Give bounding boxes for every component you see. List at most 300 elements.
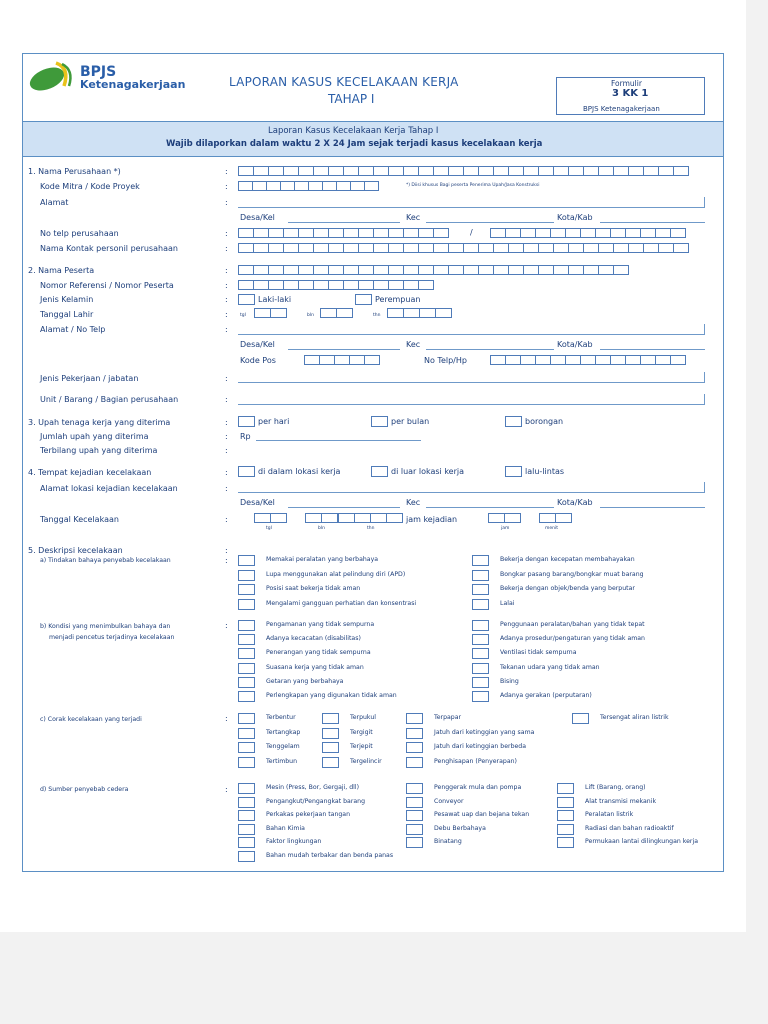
- input-cell[interactable]: [298, 265, 314, 275]
- input-cell[interactable]: [538, 166, 554, 176]
- input-cell[interactable]: [583, 243, 599, 253]
- input-cell[interactable]: [253, 280, 269, 290]
- input-cell[interactable]: [508, 243, 524, 253]
- input-cell[interactable]: [253, 228, 269, 238]
- alamat-peserta-input[interactable]: [238, 334, 705, 335]
- input-cell[interactable]: [283, 228, 299, 238]
- per-hari-checkbox[interactable]: [238, 416, 255, 427]
- input-cell[interactable]: [313, 265, 329, 275]
- input-cell[interactable]: [568, 265, 584, 275]
- perempuan-checkbox[interactable]: [355, 294, 372, 305]
- input-cell[interactable]: [658, 243, 674, 253]
- input-cell[interactable]: [266, 181, 281, 191]
- option-checkbox[interactable]: [557, 797, 574, 808]
- input-cell[interactable]: [610, 355, 626, 365]
- input-cell[interactable]: [254, 513, 271, 523]
- option-checkbox[interactable]: [238, 824, 255, 835]
- input-cell[interactable]: [435, 308, 452, 318]
- option-checkbox[interactable]: [238, 555, 255, 566]
- desa-lokasi-input[interactable]: [288, 507, 400, 508]
- nama-peserta-input[interactable]: [238, 265, 628, 275]
- option-checkbox[interactable]: [238, 757, 255, 768]
- input-cell[interactable]: [354, 513, 371, 523]
- option-checkbox[interactable]: [238, 742, 255, 753]
- option-checkbox[interactable]: [238, 663, 255, 674]
- input-cell[interactable]: [539, 513, 556, 523]
- input-cell[interactable]: [313, 228, 329, 238]
- option-checkbox[interactable]: [472, 555, 489, 566]
- nomor-peserta-input[interactable]: [238, 280, 433, 290]
- lalu-lintas-checkbox[interactable]: [505, 466, 522, 477]
- input-cell[interactable]: [370, 513, 387, 523]
- input-cell[interactable]: [568, 243, 584, 253]
- input-cell[interactable]: [655, 355, 671, 365]
- option-checkbox[interactable]: [557, 837, 574, 848]
- menit-input[interactable]: [539, 513, 571, 523]
- input-cell[interactable]: [252, 181, 267, 191]
- input-cell[interactable]: [254, 308, 271, 318]
- input-cell[interactable]: [550, 355, 566, 365]
- dalam-lokasi-checkbox[interactable]: [238, 466, 255, 477]
- option-label: Tekanan udara yang tidak aman: [500, 663, 600, 671]
- input-cell[interactable]: [308, 181, 323, 191]
- kota-peserta-input[interactable]: [600, 349, 705, 350]
- input-cell[interactable]: [403, 265, 419, 275]
- input-cell[interactable]: [321, 513, 338, 523]
- option-checkbox[interactable]: [238, 851, 255, 862]
- input-cell[interactable]: [238, 280, 254, 290]
- input-cell[interactable]: [433, 243, 449, 253]
- formulir-label: Formulir: [611, 79, 642, 88]
- input-cell[interactable]: [328, 243, 344, 253]
- input-cell[interactable]: [388, 166, 404, 176]
- input-cell[interactable]: [283, 166, 299, 176]
- colon: :: [225, 515, 228, 524]
- lahir-tgl-input[interactable]: [254, 308, 286, 318]
- per-bulan-label: per bulan: [391, 417, 430, 426]
- input-cell[interactable]: [419, 308, 436, 318]
- desa-peserta-input[interactable]: [288, 349, 400, 350]
- kontak-input[interactable]: [238, 243, 688, 253]
- input-cell[interactable]: [373, 166, 389, 176]
- input-cell[interactable]: [313, 243, 329, 253]
- desa-input[interactable]: [288, 222, 400, 223]
- input-cell[interactable]: [613, 243, 629, 253]
- alamat-lokasi-input[interactable]: [238, 492, 705, 493]
- nama-perusahaan-input[interactable]: [238, 166, 688, 176]
- input-cell[interactable]: [313, 166, 329, 176]
- option-checkbox[interactable]: [238, 783, 255, 794]
- input-cell[interactable]: [640, 355, 656, 365]
- input-cell[interactable]: [625, 228, 641, 238]
- input-cell[interactable]: [388, 265, 404, 275]
- kec-input[interactable]: [426, 222, 554, 223]
- input-cell[interactable]: [628, 166, 644, 176]
- luar-lokasi-checkbox[interactable]: [371, 466, 388, 477]
- kecelakaan-bln-input[interactable]: [305, 513, 337, 523]
- input-cell[interactable]: [358, 228, 374, 238]
- option-label: Adanya gerakan (perputaran): [500, 692, 592, 699]
- input-cell[interactable]: [373, 280, 389, 290]
- label-alamat-lokasi: Alamat lokasi kejadian kecelakaan: [40, 484, 178, 493]
- input-cell[interactable]: [350, 181, 365, 191]
- option-checkbox[interactable]: [406, 728, 423, 739]
- colon: :: [225, 621, 228, 630]
- label-kontak: Nama Kontak personil perusahaan: [40, 244, 178, 253]
- option-label: Penerangan yang tidak sempurna: [266, 649, 371, 657]
- input-cell[interactable]: [463, 166, 479, 176]
- option-checkbox[interactable]: [472, 677, 489, 688]
- input-cell[interactable]: [538, 243, 554, 253]
- option-checkbox[interactable]: [406, 824, 423, 835]
- input-cell[interactable]: [283, 265, 299, 275]
- alamat-input[interactable]: [238, 207, 705, 208]
- input-cell[interactable]: [433, 228, 449, 238]
- telp-separator: /: [470, 228, 473, 237]
- input-cell[interactable]: [553, 243, 569, 253]
- no-telp-hp-input[interactable]: [490, 355, 685, 365]
- input-cell[interactable]: [493, 265, 509, 275]
- option-checkbox[interactable]: [406, 757, 423, 768]
- option-label: Tertimbun: [266, 757, 298, 765]
- input-cell[interactable]: [598, 243, 614, 253]
- input-cell[interactable]: [535, 228, 551, 238]
- input-cell[interactable]: [298, 280, 314, 290]
- input-cell[interactable]: [349, 355, 365, 365]
- kec-lokasi-input[interactable]: [426, 507, 554, 508]
- input-cell[interactable]: [583, 265, 599, 275]
- input-cell[interactable]: [655, 228, 671, 238]
- input-cell[interactable]: [488, 513, 505, 523]
- kec-peserta-input[interactable]: [426, 349, 554, 350]
- input-cell[interactable]: [598, 265, 614, 275]
- input-cell[interactable]: [490, 355, 506, 365]
- input-cell[interactable]: [343, 228, 359, 238]
- input-cell[interactable]: [658, 166, 674, 176]
- option-checkbox[interactable]: [557, 783, 574, 794]
- input-cell[interactable]: [505, 228, 521, 238]
- input-cell[interactable]: [343, 280, 359, 290]
- input-cell[interactable]: [270, 513, 287, 523]
- option-checkbox[interactable]: [322, 728, 339, 739]
- input-cell[interactable]: [418, 265, 434, 275]
- input-cell[interactable]: [298, 228, 314, 238]
- option-label: Perlengkapan yang digunakan tidak aman: [266, 692, 397, 699]
- kota-lokasi-input[interactable]: [600, 507, 705, 508]
- input-cell[interactable]: [610, 228, 626, 238]
- input-cell[interactable]: [535, 355, 551, 365]
- colon: :: [225, 266, 228, 275]
- input-cell[interactable]: [373, 228, 389, 238]
- input-cell[interactable]: [268, 243, 284, 253]
- input-cell[interactable]: [403, 243, 419, 253]
- input-cell[interactable]: [268, 280, 284, 290]
- lahir-thn-input[interactable]: [387, 308, 451, 318]
- option-checkbox[interactable]: [406, 837, 423, 848]
- input-cell[interactable]: [364, 355, 380, 365]
- input-cell[interactable]: [336, 181, 351, 191]
- input-cell[interactable]: [343, 166, 359, 176]
- option-checkbox[interactable]: [322, 713, 339, 724]
- option-label: Memakai peralatan yang berbahaya: [266, 556, 379, 563]
- option-checkbox[interactable]: [406, 810, 423, 821]
- input-cell[interactable]: [328, 265, 344, 275]
- input-cell[interactable]: [508, 166, 524, 176]
- option-label: Bahan Kimia: [266, 824, 305, 832]
- lahir-bln-input[interactable]: [320, 308, 352, 318]
- option-checkbox[interactable]: [557, 810, 574, 821]
- option-checkbox[interactable]: [572, 713, 589, 724]
- option-checkbox[interactable]: [472, 620, 489, 631]
- option-label: Penghisapan (Penyerapan): [434, 757, 517, 765]
- jumlah-upah-input[interactable]: [256, 440, 421, 441]
- input-cell[interactable]: [508, 265, 524, 275]
- input-cell[interactable]: [565, 228, 581, 238]
- kode-mitra-input[interactable]: [238, 181, 378, 191]
- option-label: Tenggelam: [266, 743, 300, 750]
- input-cell[interactable]: [328, 228, 344, 238]
- input-cell[interactable]: [387, 308, 404, 318]
- input-cell[interactable]: [403, 166, 419, 176]
- option-checkbox[interactable]: [238, 634, 255, 645]
- colon: :: [225, 468, 228, 477]
- no-telp-number-input[interactable]: [490, 228, 685, 238]
- input-cell[interactable]: [334, 355, 350, 365]
- input-cell[interactable]: [553, 265, 569, 275]
- input-cell[interactable]: [319, 355, 335, 365]
- option-checkbox[interactable]: [472, 648, 489, 659]
- option-checkbox[interactable]: [406, 797, 423, 808]
- option-checkbox[interactable]: [406, 713, 423, 724]
- input-cell[interactable]: [625, 355, 641, 365]
- input-cell[interactable]: [386, 513, 403, 523]
- colon: :: [225, 484, 228, 493]
- input-cell[interactable]: [388, 228, 404, 238]
- input-cell[interactable]: [580, 355, 596, 365]
- option-checkbox[interactable]: [238, 620, 255, 631]
- input-cell[interactable]: [580, 228, 596, 238]
- input-cell[interactable]: [238, 166, 254, 176]
- option-checkbox[interactable]: [406, 742, 423, 753]
- borongan-checkbox[interactable]: [505, 416, 522, 427]
- input-cell[interactable]: [268, 265, 284, 275]
- input-cell[interactable]: [520, 228, 536, 238]
- input-cell[interactable]: [673, 166, 689, 176]
- option-checkbox[interactable]: [472, 691, 489, 702]
- input-cell[interactable]: [358, 265, 374, 275]
- input-cell[interactable]: [328, 280, 344, 290]
- input-cell[interactable]: [328, 166, 344, 176]
- option-checkbox[interactable]: [472, 599, 489, 610]
- colon: :: [225, 325, 228, 334]
- colon: :: [225, 446, 228, 455]
- kecelakaan-thn-input[interactable]: [338, 513, 402, 523]
- input-cell[interactable]: [493, 166, 509, 176]
- input-cell[interactable]: [598, 166, 614, 176]
- jam-input[interactable]: [488, 513, 520, 523]
- input-cell[interactable]: [253, 243, 269, 253]
- input-cell[interactable]: [670, 228, 686, 238]
- input-cell[interactable]: [595, 355, 611, 365]
- kecelakaan-tgl-input[interactable]: [254, 513, 286, 523]
- option-checkbox[interactable]: [472, 584, 489, 595]
- no-telp-area-input[interactable]: [238, 228, 448, 238]
- input-cell[interactable]: [628, 243, 644, 253]
- input-cell[interactable]: [313, 280, 329, 290]
- input-cell[interactable]: [280, 181, 295, 191]
- option-label: Suasana kerja yang tidak aman: [266, 663, 364, 671]
- option-checkbox[interactable]: [238, 599, 255, 610]
- input-cell[interactable]: [448, 243, 464, 253]
- input-cell[interactable]: [358, 280, 374, 290]
- input-cell[interactable]: [478, 243, 494, 253]
- input-cell[interactable]: [478, 166, 494, 176]
- input-cell[interactable]: [253, 265, 269, 275]
- input-cell[interactable]: [448, 265, 464, 275]
- rp-label: Rp: [240, 432, 251, 441]
- jenis-pekerjaan-input[interactable]: [238, 382, 705, 383]
- input-cell[interactable]: [338, 513, 355, 523]
- input-cell[interactable]: [418, 280, 434, 290]
- input-cell[interactable]: [463, 265, 479, 275]
- input-cell[interactable]: [418, 228, 434, 238]
- input-cell[interactable]: [304, 355, 320, 365]
- option-checkbox[interactable]: [238, 691, 255, 702]
- input-cell[interactable]: [538, 265, 554, 275]
- input-cell[interactable]: [403, 280, 419, 290]
- option-checkbox[interactable]: [322, 757, 339, 768]
- input-cell[interactable]: [640, 228, 656, 238]
- input-cell[interactable]: [373, 265, 389, 275]
- label-kec-peserta: Kec: [406, 340, 421, 349]
- input-cell[interactable]: [336, 308, 353, 318]
- input-cell[interactable]: [343, 243, 359, 253]
- input-cell[interactable]: [433, 166, 449, 176]
- input-cell[interactable]: [613, 265, 629, 275]
- input-cell[interactable]: [283, 243, 299, 253]
- input-cell[interactable]: [358, 166, 374, 176]
- option-checkbox[interactable]: [472, 663, 489, 674]
- input-cell[interactable]: [283, 280, 299, 290]
- input-cell[interactable]: [595, 228, 611, 238]
- input-cell[interactable]: [418, 243, 434, 253]
- option-checkbox[interactable]: [238, 677, 255, 688]
- input-cell[interactable]: [403, 228, 419, 238]
- lalu-lintas-label: lalu-lintas: [525, 467, 565, 476]
- dalam-lokasi-label: di dalam lokasi kerja: [258, 467, 341, 476]
- input-cell[interactable]: [565, 355, 581, 365]
- input-cell[interactable]: [568, 166, 584, 176]
- option-checkbox[interactable]: [238, 570, 255, 581]
- kode-pos-input[interactable]: [304, 355, 379, 365]
- input-cell[interactable]: [298, 166, 314, 176]
- input-cell[interactable]: [490, 228, 506, 238]
- input-cell[interactable]: [418, 166, 434, 176]
- input-cell[interactable]: [433, 265, 449, 275]
- option-checkbox[interactable]: [406, 783, 423, 794]
- input-cell[interactable]: [305, 513, 322, 523]
- option-checkbox[interactable]: [238, 810, 255, 821]
- option-checkbox[interactable]: [238, 648, 255, 659]
- option-label: Radiasi dan bahan radioaktif: [585, 824, 674, 832]
- input-cell[interactable]: [373, 243, 389, 253]
- option-label: Ventilasi tidak sempurna: [500, 649, 577, 657]
- option-label: Penggunaan peralatan/bahan yang tidak tepat: [500, 621, 645, 628]
- input-cell[interactable]: [270, 308, 287, 318]
- input-cell[interactable]: [268, 166, 284, 176]
- input-cell[interactable]: [320, 308, 337, 318]
- label-kec-lokasi: Kec: [406, 498, 421, 507]
- option-checkbox[interactable]: [322, 742, 339, 753]
- input-cell[interactable]: [613, 166, 629, 176]
- input-cell[interactable]: [670, 355, 686, 365]
- input-cell[interactable]: [238, 228, 254, 238]
- input-cell[interactable]: [238, 181, 253, 191]
- input-cell[interactable]: [505, 355, 521, 365]
- option-checkbox[interactable]: [238, 728, 255, 739]
- input-cell[interactable]: [523, 265, 539, 275]
- label-nama-peserta: 2. Nama Peserta: [28, 266, 95, 275]
- input-cell[interactable]: [520, 355, 536, 365]
- per-bulan-checkbox[interactable]: [371, 416, 388, 427]
- input-cell[interactable]: [238, 265, 254, 275]
- input-cell[interactable]: [523, 166, 539, 176]
- input-cell[interactable]: [523, 243, 539, 253]
- input-cell[interactable]: [238, 243, 254, 253]
- option-label: Bekerja dengan kecepatan membahayakan: [500, 556, 635, 563]
- unit-input[interactable]: [238, 404, 705, 405]
- option-checkbox[interactable]: [472, 570, 489, 581]
- input-cell[interactable]: [463, 243, 479, 253]
- input-cell[interactable]: [343, 265, 359, 275]
- input-cell[interactable]: [268, 228, 284, 238]
- input-cell[interactable]: [643, 243, 659, 253]
- input-cell[interactable]: [643, 166, 659, 176]
- input-cell[interactable]: [322, 181, 337, 191]
- laki-laki-checkbox[interactable]: [238, 294, 255, 305]
- colon: :: [225, 714, 228, 723]
- input-cell[interactable]: [504, 513, 521, 523]
- option-checkbox[interactable]: [238, 797, 255, 808]
- option-checkbox[interactable]: [238, 837, 255, 848]
- input-cell[interactable]: [294, 181, 309, 191]
- kota-input[interactable]: [600, 222, 705, 223]
- input-cell[interactable]: [550, 228, 566, 238]
- input-cell[interactable]: [253, 166, 269, 176]
- input-cell[interactable]: [555, 513, 572, 523]
- input-cell[interactable]: [493, 243, 509, 253]
- option-checkbox[interactable]: [238, 584, 255, 595]
- input-cell[interactable]: [478, 265, 494, 275]
- input-cell[interactable]: [403, 308, 420, 318]
- menit-label: menit: [545, 526, 559, 531]
- input-cell[interactable]: [388, 243, 404, 253]
- input-cell[interactable]: [448, 166, 464, 176]
- input-cell[interactable]: [583, 166, 599, 176]
- option-checkbox[interactable]: [238, 713, 255, 724]
- option-label: Bahan mudah terbakar dan benda panas: [266, 852, 394, 859]
- input-cell[interactable]: [553, 166, 569, 176]
- input-cell[interactable]: [388, 280, 404, 290]
- input-cell[interactable]: [673, 243, 689, 253]
- input-cell[interactable]: [364, 181, 379, 191]
- input-cell[interactable]: [298, 243, 314, 253]
- input-cell[interactable]: [358, 243, 374, 253]
- label-jumlah-upah: Jumlah upah yang diterima: [40, 432, 149, 441]
- unit-input-edge: [704, 394, 705, 404]
- option-checkbox[interactable]: [557, 824, 574, 835]
- option-checkbox[interactable]: [472, 634, 489, 645]
